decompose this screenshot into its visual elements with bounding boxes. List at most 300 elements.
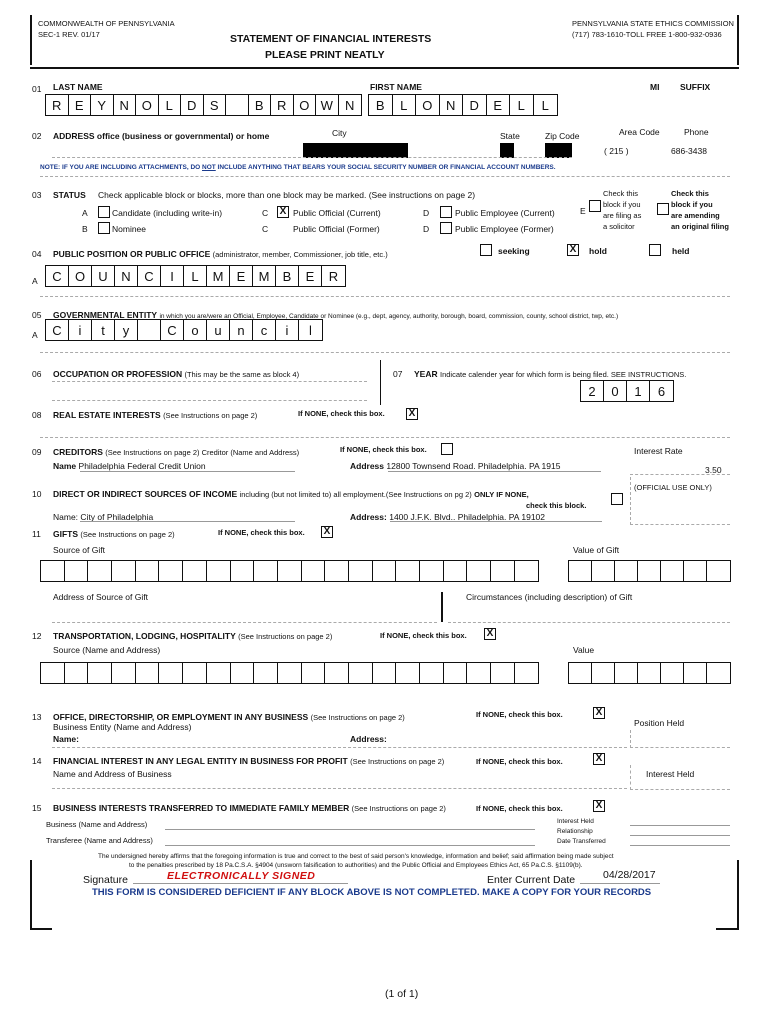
block-03-number: 03 [32, 190, 42, 200]
char-cell[interactable]: O [136, 95, 159, 115]
state-label: State [500, 131, 520, 141]
financial-interest-line[interactable] [52, 788, 627, 789]
attachment-note-not: NOT [202, 164, 216, 171]
char-cell[interactable] [592, 663, 615, 683]
office-entity-line[interactable] [52, 747, 627, 748]
char-cell[interactable] [254, 561, 278, 581]
char-cell[interactable] [136, 561, 160, 581]
char-cell[interactable] [254, 663, 278, 683]
char-cell[interactable]: E [69, 95, 92, 115]
creditors-none-checkbox[interactable] [441, 443, 453, 455]
status-label: STATUS [53, 190, 86, 200]
block-10-number: 10 [32, 489, 42, 499]
block-09-number: 09 [32, 447, 42, 457]
position-held-label: Position Held [634, 718, 685, 728]
block-07-number: 07 [393, 369, 403, 379]
zip-redaction [545, 143, 572, 158]
char-cell[interactable] [638, 561, 661, 581]
char-cell[interactable]: U [92, 266, 115, 286]
occupation-field[interactable] [52, 381, 367, 401]
first-name-label: FIRST NAME [370, 82, 422, 92]
governmental-entity-label: GOVERNMENTAL ENTITY [53, 310, 158, 320]
char-cell[interactable]: E [487, 95, 511, 115]
area-code-label: Area Code [619, 127, 660, 137]
entity-divider [40, 352, 730, 353]
char-cell[interactable]: N [440, 95, 464, 115]
char-cell[interactable]: D [463, 95, 487, 115]
char-cell[interactable]: E [230, 266, 253, 286]
current-date-line[interactable] [580, 883, 660, 884]
char-cell[interactable] [136, 663, 160, 683]
char-cell[interactable] [661, 561, 684, 581]
attachment-note-pre: NOTE: IF YOU ARE INCLUDING ATTACHMENTS, DO [40, 164, 203, 171]
signature-label: Signature [83, 874, 128, 886]
hold-checkbox[interactable]: X [567, 244, 579, 256]
char-cell[interactable]: C [46, 266, 69, 286]
char-cell[interactable] [226, 95, 249, 115]
candidate-label: Candidate (including write-in) [112, 208, 223, 218]
char-cell[interactable] [707, 561, 730, 581]
char-cell[interactable] [615, 561, 638, 581]
header-rule [30, 67, 739, 69]
char-cell[interactable]: u [207, 320, 230, 340]
char-cell[interactable] [684, 561, 707, 581]
public-official-current-label: Public Official (Current) [293, 208, 381, 218]
seeking-checkbox[interactable] [480, 244, 492, 256]
phone-value: 686-3438 [671, 146, 707, 156]
char-cell[interactable] [396, 561, 420, 581]
nominee-label: Nominee [112, 224, 147, 234]
date-transferred-line[interactable] [630, 845, 730, 846]
char-cell[interactable] [112, 561, 136, 581]
solicitor-checkbox[interactable] [589, 200, 601, 212]
char-cell[interactable]: E [299, 266, 322, 286]
char-cell[interactable] [661, 663, 684, 683]
gifts-none-label: If NONE, check this box. [218, 528, 305, 537]
transfer-business-label: Business (Name and Address) [46, 820, 148, 829]
area-code-value: ( 215 ) [604, 146, 629, 156]
char-cell[interactable] [41, 663, 65, 683]
mi-label: MI [650, 82, 660, 92]
char-cell[interactable] [231, 663, 255, 683]
solicitor-text-2: block if you [603, 200, 641, 209]
char-cell[interactable] [515, 663, 539, 683]
char-cell[interactable]: R [328, 268, 339, 284]
business-name-address-label: Name and Address of Business [53, 769, 172, 779]
option-e-letter: E [580, 206, 586, 216]
first-name-field[interactable] [368, 94, 558, 116]
block-11-number: 11 [32, 529, 41, 539]
real-estate-heading [53, 410, 257, 420]
hold-label: hold [589, 246, 607, 256]
char-cell[interactable] [88, 663, 112, 683]
official-use-label: (OFFICIAL USE ONLY) [634, 483, 712, 492]
current-date-value: 04/28/2017 [603, 869, 656, 881]
interest-rate-label: Interest Rate [634, 446, 683, 456]
char-cell[interactable]: I [161, 266, 184, 286]
char-cell[interactable] [491, 561, 515, 581]
char-cell[interactable] [65, 561, 89, 581]
char-cell[interactable] [112, 663, 136, 683]
solicitor-text-4: a solicitor [603, 222, 635, 231]
char-cell[interactable] [349, 561, 373, 581]
transfer-interest-label: Interest Held [557, 818, 594, 825]
relationship-label: Relationship [557, 828, 593, 835]
char-cell[interactable]: o [184, 320, 207, 340]
transportation-value-label: Value [573, 645, 595, 655]
block-04-number: 04 [32, 249, 42, 259]
income-check-block-label: check this block. [526, 501, 587, 510]
header-right-line2: (717) 783-1610-TOLL FREE 1-800-932-0936 [572, 30, 722, 39]
char-cell[interactable] [65, 663, 89, 683]
block-05-number: 05 [32, 310, 42, 320]
state-redaction [500, 143, 514, 158]
year-desc: Indicate calender year for which form is being filed. SEE INSTRUCTIONS. [440, 370, 687, 379]
amending-text [671, 188, 729, 232]
last-name-field[interactable] [45, 94, 362, 116]
char-cell[interactable]: O [416, 95, 440, 115]
creditor-address-label: Address [350, 461, 385, 471]
income-none-checkbox[interactable] [611, 493, 623, 505]
income-name-value: City of Philadelphia [80, 512, 154, 522]
char-cell[interactable] [515, 561, 539, 581]
char-cell[interactable]: t [92, 320, 115, 340]
char-cell[interactable] [278, 663, 302, 683]
amending-checkbox[interactable] [657, 203, 669, 215]
char-cell[interactable]: i [69, 320, 92, 340]
office-name-label: Name: [53, 734, 79, 744]
interest-held-field[interactable] [630, 765, 730, 790]
interest-rate-line [630, 474, 730, 475]
option-b-letter: B [82, 224, 88, 234]
char-cell[interactable]: B [276, 266, 299, 286]
office-address-label: Address: [350, 734, 387, 744]
public-official-current-checkbox[interactable]: X [277, 206, 289, 218]
occupation-label: OCCUPATION OR PROFESSION [53, 369, 183, 379]
char-cell[interactable]: W [316, 95, 339, 115]
transportation-heading [53, 631, 332, 641]
block-02-number: 02 [32, 131, 42, 141]
char-cell[interactable]: C [161, 320, 184, 340]
attachment-note-post: INCLUDE ANYTHING THAT BEARS YOUR SOCIAL SECURITY NUMBER OR FINANCIAL ACCOUNT NUMBERS. [215, 164, 556, 171]
form-subtitle: PLEASE PRINT NEATLY [265, 49, 385, 61]
relationship-line[interactable] [630, 835, 730, 836]
corner-bracket-top-left [30, 15, 32, 65]
transportation-none-checkbox[interactable]: X [484, 628, 496, 640]
block-15-number: 15 [32, 803, 42, 813]
public-employee-current-label: Public Employee (Current) [455, 208, 555, 218]
income-address-value: 1400 J.F.K. Blvd.. Philadelphia. PA 19102 [389, 512, 545, 522]
creditor-address-row [350, 461, 560, 471]
office-desc: (See Instructions on page 2) [310, 713, 405, 722]
income-address-line [390, 521, 602, 522]
financial-interest-none-label: If NONE, check this box. [476, 757, 563, 766]
amending-text-2: block if you [671, 200, 713, 209]
creditor-name-label: Name [53, 461, 77, 471]
char-cell[interactable]: D [181, 95, 204, 115]
creditors-desc: (See Instructions on page 2) Creditor (Name and Address) [105, 448, 300, 457]
char-cell[interactable] [615, 663, 638, 683]
address-line[interactable] [52, 157, 572, 158]
creditor-name-row [53, 461, 206, 471]
gift-source-label: Source of Gift [53, 545, 105, 555]
real-estate-none-checkbox[interactable]: X [406, 408, 418, 420]
char-cell[interactable] [444, 663, 468, 683]
char-cell[interactable] [325, 663, 349, 683]
char-cell[interactable] [491, 663, 515, 683]
creditors-label: CREDITORS [53, 447, 103, 457]
char-cell[interactable]: i [276, 320, 299, 340]
char-cell[interactable]: 0 [604, 381, 627, 401]
date-transferred-label: Date Transferred [557, 838, 606, 845]
option-c-letter-2: C [262, 224, 269, 234]
transportation-label: TRANSPORTATION, LODGING, HOSPITALITY [53, 631, 236, 641]
char-cell[interactable] [592, 561, 615, 581]
form-title: STATEMENT OF FINANCIAL INTERESTS [230, 33, 432, 45]
financial-interest-none-checkbox[interactable]: X [593, 753, 605, 765]
corner-bracket-bottom-left [30, 860, 32, 930]
char-cell[interactable] [302, 561, 326, 581]
block-01-number: 01 [32, 84, 42, 94]
governmental-entity-desc: in which you are/were an Official, Employee, Candidate or Nominee (e.g., dept, agency, authority, borough, board, commission, county, school district, twp, etc.) [159, 313, 619, 320]
char-cell[interactable] [88, 561, 112, 581]
affirmation-line-2: to the penalties prescribed by 18 Pa.C.S.A. §4904 (unsworn falsification to authorities) and the Public Official and Employees Ethics Act, 65 Pa.C.S. §1109(b). [129, 862, 583, 869]
char-cell[interactable] [707, 663, 730, 683]
transfer-none-label: If NONE, check this box. [476, 804, 563, 813]
gift-source-field[interactable] [40, 560, 539, 582]
status-instructions: Check applicable block or blocks, more than one block may be marked. (See instructions on page 2) [98, 190, 476, 200]
char-cell[interactable] [569, 663, 592, 683]
candidate-checkbox[interactable] [98, 206, 110, 218]
real-estate-divider [40, 437, 730, 438]
transfer-desc: (See Instructions on page 2) [351, 804, 446, 813]
income-name-label: Name: [53, 512, 79, 522]
creditors-none-label: If NONE, check this box. [340, 445, 427, 454]
char-cell[interactable] [467, 561, 491, 581]
signature-line[interactable] [133, 883, 348, 884]
char-cell[interactable]: y [115, 320, 138, 340]
transfer-interest-line[interactable] [630, 825, 730, 826]
corner-bracket-top-right [737, 15, 739, 65]
block-04-letter: A [32, 276, 38, 286]
block-14-number: 14 [32, 756, 42, 766]
char-cell[interactable]: L [541, 97, 549, 113]
char-cell[interactable] [396, 663, 420, 683]
char-cell[interactable]: N [114, 95, 137, 115]
creditor-address-value: 12800 Townsend Road. Philadelphia. PA 1915 [386, 461, 561, 471]
char-cell[interactable]: L [393, 95, 417, 115]
transfer-business-line[interactable] [165, 829, 535, 830]
income-desc: including (but not limited to) all employment.(See Instructions on pg 2) [239, 490, 472, 499]
char-cell[interactable]: B [249, 95, 272, 115]
income-heading [53, 489, 529, 499]
financial-interest-desc: (See Instructions on page 2) [350, 757, 445, 766]
char-cell[interactable]: n [230, 320, 253, 340]
char-cell[interactable] [349, 663, 373, 683]
char-cell[interactable] [159, 663, 183, 683]
attachment-note [40, 164, 556, 171]
char-cell[interactable]: Y [91, 95, 114, 115]
char-cell[interactable] [325, 561, 349, 581]
char-cell[interactable]: N [345, 97, 355, 113]
public-employee-former-checkbox[interactable] [440, 222, 452, 234]
zip-label: Zip Code [545, 131, 580, 141]
gift-value-field[interactable] [568, 560, 731, 582]
char-cell[interactable] [207, 561, 231, 581]
financial-interest-heading [53, 756, 444, 766]
char-cell[interactable] [638, 663, 661, 683]
nominee-checkbox[interactable] [98, 222, 110, 234]
deficient-warning: THIS FORM IS CONSIDERED DEFICIENT IF ANY BLOCK ABOVE IS NOT COMPLETED. MAKE A COPY FOR YOUR RECORDS [92, 887, 652, 898]
transfer-none-checkbox[interactable]: X [593, 800, 605, 812]
char-cell[interactable]: c [253, 320, 276, 340]
year-heading [414, 369, 686, 379]
block-13-number: 13 [32, 712, 42, 722]
corner-bracket-bottom-right [737, 860, 739, 930]
option-d-letter-1: D [423, 208, 430, 218]
block-05-letter: A [32, 330, 38, 340]
char-cell[interactable] [467, 663, 491, 683]
gifts-desc: (See Instructions on page 2) [80, 530, 175, 539]
char-cell[interactable]: 1 [627, 381, 650, 401]
transportation-value-field[interactable] [568, 662, 731, 684]
char-cell[interactable] [183, 561, 207, 581]
office-none-checkbox[interactable]: X [593, 707, 605, 719]
signature-value: ELECTRONICALLY SIGNED [167, 870, 316, 882]
gift-circumstances-label: Circumstances (including description) of Gift [466, 592, 633, 602]
gift-value-label: Value of Gift [573, 545, 620, 555]
office-heading [53, 712, 405, 722]
char-cell[interactable] [302, 663, 326, 683]
header-left-line1: COMMONWEALTH OF PENNSYLVANIA [38, 19, 175, 28]
amending-text-3: are amending [671, 211, 720, 220]
year-field[interactable] [580, 380, 674, 402]
transportation-none-label: If NONE, check this box. [380, 631, 467, 640]
char-cell[interactable]: L [159, 95, 182, 115]
option-a-letter: A [82, 208, 88, 218]
char-cell[interactable]: R [46, 95, 69, 115]
char-cell[interactable]: C [138, 266, 161, 286]
income-only-if-none: ONLY IF NONE, [474, 490, 529, 499]
address-redaction [303, 143, 408, 158]
char-cell[interactable] [138, 320, 161, 340]
governmental-entity-field[interactable] [45, 319, 323, 341]
char-cell[interactable] [420, 663, 444, 683]
transferee-label: Transferee (Name and Address) [46, 836, 153, 845]
held-checkbox[interactable] [649, 244, 661, 256]
public-position-label: PUBLIC POSITION OR PUBLIC OFFICE [53, 249, 211, 259]
city-label: City [332, 128, 347, 138]
char-cell[interactable] [278, 561, 302, 581]
position-held-field[interactable] [630, 730, 730, 748]
income-address-label: Address: [350, 512, 387, 522]
occupation-heading [53, 369, 299, 379]
income-label: DIRECT OR INDIRECT SOURCES OF INCOME [53, 489, 238, 499]
char-cell[interactable]: M [253, 266, 276, 286]
solicitor-text [603, 188, 641, 232]
gifts-none-checkbox[interactable]: X [321, 526, 333, 538]
suffix-label: SUFFIX [680, 82, 711, 92]
char-cell[interactable] [373, 561, 397, 581]
real-estate-desc: (See Instructions on page 2) [163, 411, 258, 420]
header-right-line1: PENNSYLVANIA STATE ETHICS COMMISSION [572, 19, 734, 28]
transportation-desc: (See Instructions on page 2) [238, 632, 333, 641]
char-cell[interactable]: L [510, 95, 534, 115]
current-date-label: Enter Current Date [487, 874, 576, 886]
char-cell[interactable] [41, 561, 65, 581]
financial-interest-label: FINANCIAL INTEREST IN ANY LEGAL ENTITY IN BUSINESS FOR PROFIT [53, 756, 348, 766]
char-cell[interactable] [207, 663, 231, 683]
char-cell[interactable]: S [204, 95, 227, 115]
real-estate-none-label: If NONE, check this box. [298, 409, 385, 418]
amending-text-4: an original filing [671, 222, 729, 231]
held-label: held [672, 246, 690, 256]
gift-address-line[interactable] [52, 622, 437, 623]
office-label: OFFICE, DIRECTORSHIP, OR EMPLOYMENT IN ANY BUSINESS [53, 712, 309, 722]
amending-text-1: Check this [671, 189, 709, 198]
block-08-number: 08 [32, 410, 42, 420]
business-entity-label: Business Entity (Name and Address) [53, 722, 192, 732]
char-cell[interactable] [684, 663, 707, 683]
char-cell[interactable] [420, 561, 444, 581]
char-cell[interactable]: l [309, 322, 312, 338]
gift-address-label: Address of Source of Gift [53, 592, 148, 602]
char-cell[interactable]: O [294, 95, 317, 115]
char-cell[interactable]: L [184, 266, 207, 286]
char-cell[interactable] [231, 561, 255, 581]
char-cell[interactable]: 6 [657, 383, 666, 399]
public-employee-current-checkbox[interactable] [440, 206, 452, 218]
page-number: (1 of 1) [385, 988, 419, 1000]
char-cell[interactable]: C [46, 320, 69, 340]
transferee-line[interactable] [165, 845, 535, 846]
transfer-heading [53, 803, 446, 813]
transportation-source-field[interactable] [40, 662, 539, 684]
phone-label: Phone [684, 127, 709, 137]
note-divider [40, 176, 730, 177]
interest-rate-value: 3.50 [705, 465, 722, 475]
address-label: ADDRESS office (business or governmental) or home [53, 131, 270, 141]
public-position-field[interactable] [45, 265, 346, 287]
char-cell[interactable] [373, 663, 397, 683]
gift-circumstances-line[interactable] [448, 622, 730, 623]
char-cell[interactable]: N [115, 266, 138, 286]
option-c-letter-1: C [262, 208, 269, 218]
char-cell[interactable] [183, 663, 207, 683]
creditor-name-value: Philadelphia Federal Credit Union [78, 461, 206, 471]
affirmation-line-1: The undersigned hereby affirms that the foregoing information is true and correct to the best of said person's knowledge, information and belief; said affirmation being made subject [98, 853, 614, 860]
position-divider [40, 296, 730, 297]
occupation-desc: (This may be the same as block 4) [184, 370, 300, 379]
char-cell[interactable] [444, 561, 468, 581]
real-estate-label: REAL ESTATE INTERESTS [53, 410, 161, 420]
char-cell[interactable]: R [271, 95, 294, 115]
char-cell[interactable]: M [207, 266, 230, 286]
header-left-line2: SEC-1 REV. 01/17 [38, 30, 100, 39]
year-label: YEAR [414, 369, 438, 379]
creditor-address-line [388, 471, 601, 472]
gifts-heading [53, 529, 175, 539]
char-cell[interactable]: 2 [581, 381, 604, 401]
char-cell[interactable] [159, 561, 183, 581]
char-cell[interactable] [569, 561, 592, 581]
char-cell[interactable]: B [369, 95, 393, 115]
office-none-label: If NONE, check this box. [476, 710, 563, 719]
gifts-label: GIFTS [53, 529, 79, 539]
char-cell[interactable]: O [69, 266, 92, 286]
transportation-source-label: Source (Name and Address) [53, 645, 161, 655]
block-06-07-divider [380, 360, 381, 405]
